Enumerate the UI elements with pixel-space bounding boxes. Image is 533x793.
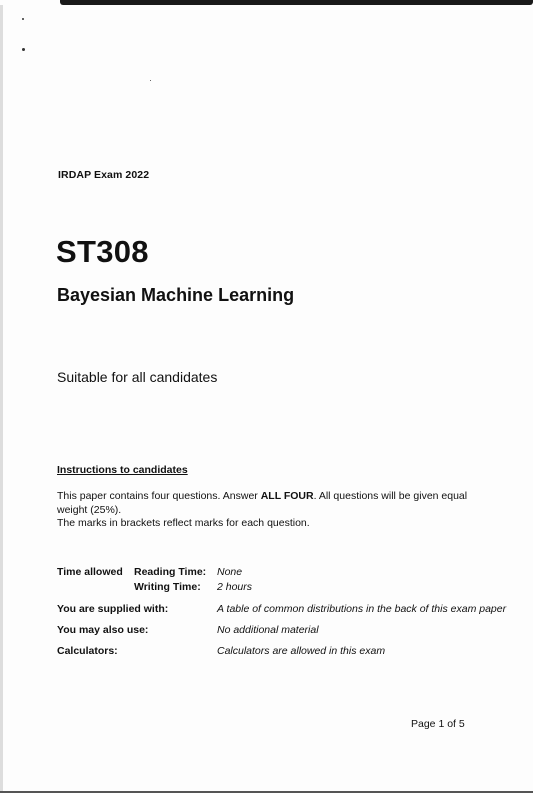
writing-time-value: 2 hours xyxy=(217,581,253,593)
course-code: ST308 xyxy=(56,234,149,269)
scan-speck xyxy=(150,80,151,81)
scan-speck xyxy=(22,48,25,51)
may-use-label: You may also use: xyxy=(57,624,149,636)
writing-time-label: Writing Time: xyxy=(134,581,201,593)
calculators-value: Calculators are allowed in this exam xyxy=(217,645,386,657)
may-use-value: No additional material xyxy=(217,624,319,636)
instructions-line-1 xyxy=(57,490,477,517)
scan-shadow-left xyxy=(0,5,3,791)
instructions-body xyxy=(57,490,477,531)
instructions-line-2: The marks in brackets reflect marks for each question. xyxy=(57,517,310,529)
reading-time-label: Reading Time: xyxy=(134,566,207,578)
scan-speck xyxy=(22,18,24,20)
instructions-heading: Instructions to candidates xyxy=(57,464,188,476)
time-allowed-label: Time allowed xyxy=(57,566,123,578)
exam-label: IRDAP Exam 2022 xyxy=(58,169,150,181)
instructions-line-1-pre: This paper contains four questions. Answer xyxy=(57,490,261,502)
course-title: Bayesian Machine Learning xyxy=(57,285,295,305)
page-number: Page 1 of 5 xyxy=(411,718,465,730)
supplied-label: You are supplied with: xyxy=(57,603,169,615)
reading-time-value: None xyxy=(217,566,243,578)
scan-shadow-top xyxy=(60,0,533,5)
suitability-note: Suitable for all candidates xyxy=(57,369,218,385)
calculators-label: Calculators: xyxy=(57,645,118,657)
answer-all-emphasis: ALL FOUR xyxy=(260,490,314,502)
instructions-line-1-post: . All questions will be given equal weight (25%). xyxy=(57,490,468,516)
supplied-value: A table of common distributions in the back of this exam paper xyxy=(217,603,507,615)
